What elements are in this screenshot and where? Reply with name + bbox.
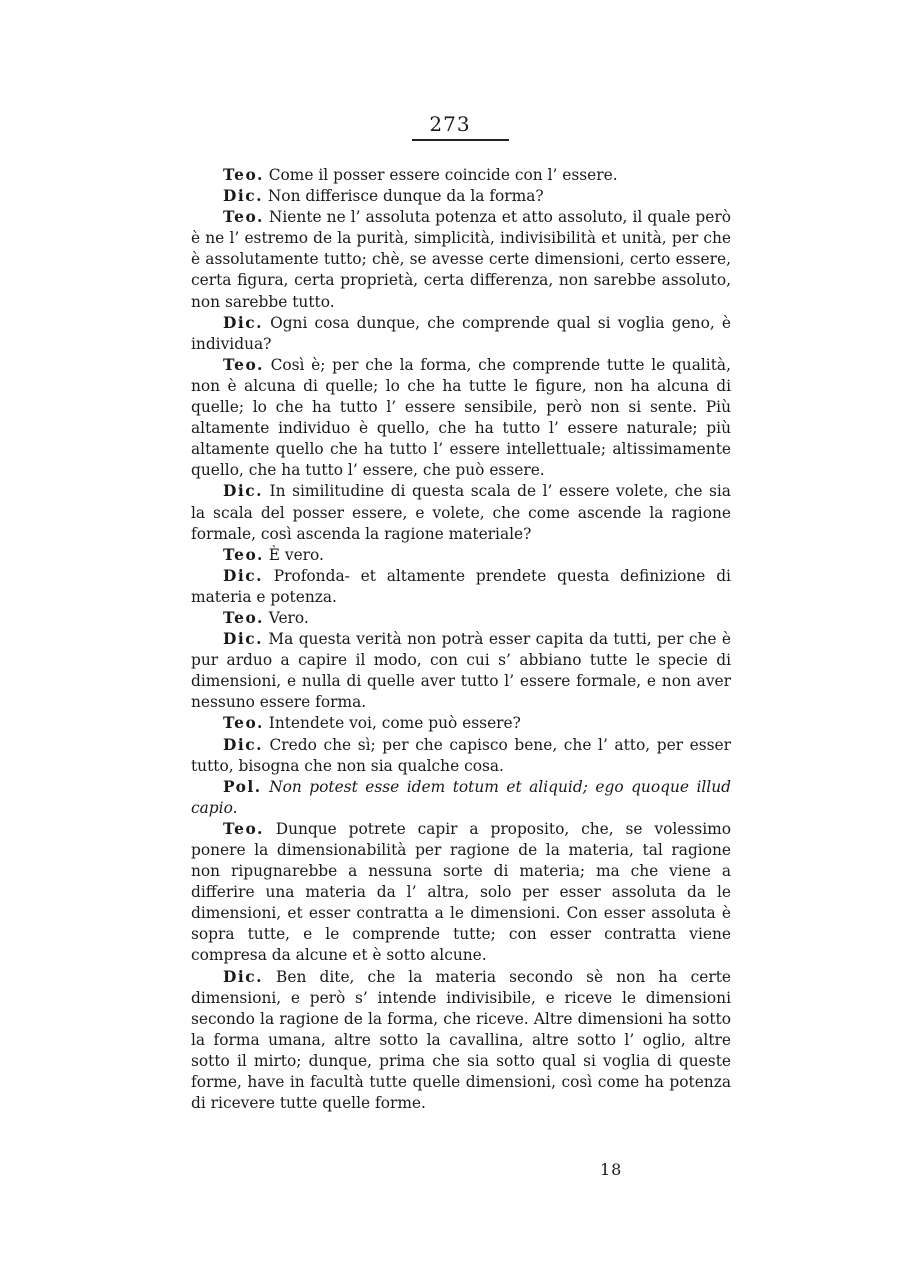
speaker-label: Dic. [223,630,263,649]
page-number: 273 [429,112,471,136]
speaker-label: Dic. [223,313,263,332]
paragraph-text: In similitudine di questa scala de l’ essere volete, che sia la scala del posser essere, e volete, che come ascende la ragione formale, così ascenda la ragione materiale? [191,482,731,543]
dialogue-paragraph [191,545,731,566]
speaker-label: Teo. [223,819,264,838]
dialogue-paragraph [191,608,731,629]
paragraph-text: Così è; per che la forma, che comprende tutte le qualità, non è alcuna di quelle; lo che ha tutte le figure, non ha alcuna di quelle; lo che ha tutto l’ essere sensibile, però non si sente. Più altamente individuo è quello, che ha tutto l’ essere naturale; più altamente quello che ha tutto l’ essere intellettuale; altissimamente quello, che ha tutto l’ essere, che può essere. [191,355,731,480]
speaker-label: Dic. [223,566,263,585]
speaker-label: Teo. [223,208,264,227]
dialogue-paragraph [191,819,731,967]
paragraph-text: Credo che sì; per che capisco bene, che l’ atto, per esser tutto, bisogna che non sia qualche cosa. [191,735,731,775]
paragraph-text: Niente ne l’ assoluta potenza et atto assoluto, il quale però è ne l’ estremo de la purità, simplicità, indivisibilità et unità, per che è assolutamente tutto; chè, se avesse certe dimensioni, certo essere, certa figura, certa proprietà, certa differenza, non sarebbe assoluto, non sarebbe tutto. [191,208,731,311]
speaker-label: Dic. [223,967,263,986]
paragraph-text: Come il posser essere coincide con l’ essere. [268,166,618,184]
dialogue-paragraph [191,313,731,355]
dialogue-paragraph [191,967,731,1115]
paragraph-text: Vero. [268,608,309,627]
speaker-label: Dic. [223,187,263,206]
dialogue-paragraph [191,735,731,777]
paragraph-text: È vero. [268,545,324,564]
printer-signature: 18 [600,1160,623,1179]
speaker-label: Teo. [223,166,264,184]
speaker-label: Pol. [223,777,262,796]
speaker-label: Teo. [223,545,264,564]
paragraph-text: Non differisce dunque da la forma? [267,187,544,206]
speaker-label: Dic. [223,735,263,754]
dialogue-paragraph [191,713,731,734]
paragraph-text: Ma questa verità non potrà esser capita da tutti, per che è pur arduo a capire il modo, con cui s’ abbiano tutte le specie di dimensioni, e nulla di quelle aver tutto l’ essere formale, e non aver nessuno essere forma. [191,630,731,712]
paragraph-text-latin: Non potest esse idem totum et aliquid; ego quoque illud capio. [191,777,731,817]
dialogue-paragraph [191,629,731,713]
header-rule [412,139,509,141]
paragraph-text: Ben dite, che la materia secondo sè non ha certe dimensioni, e però s’ intende indivisibile, e riceve le dimensioni secondo la ragione de la forma, che riceve. Altre dimensioni ha sotto la forma umana, altre sotto la cavallina, altre sotto l’ oglio, altre sotto il mirto; dunque, prima che sia sotto qual si voglia di queste forme, have in facultà tutte quelle dimensioni, così come ha potenza di ricevere tutte quelle forme. [191,967,731,1113]
speaker-label: Dic. [223,482,263,501]
speaker-label: Teo. [223,608,264,627]
dialogue-paragraph [191,481,731,544]
dialogue-paragraph [191,355,731,482]
paragraph-text: Ogni cosa dunque, che comprende qual si voglia geno, è individua? [191,313,731,353]
dialogue-paragraph [191,566,731,608]
dialogue-paragraph [191,207,731,312]
dialogue-paragraph [191,165,731,186]
paragraph-text: Profonda- et altamente prendete questa definizione di materia e potenza. [191,566,731,606]
paragraph-text: Intendete voi, come può essere? [268,714,521,733]
speaker-label: Teo. [223,714,264,733]
paragraph-text: Dunque potrete capir a proposito, che, se volessimo ponere la dimensionabilità per ragione de la materia, tal ragione non ripugnarebbe a nessuna sorte di materia; ma che viene a differire una materia da l’ altra, solo per esser assoluta da le dimensioni, et esser contratta a le dimensioni. Con esser assoluta è sopra tutte, e le comprende tutte; con esser contratta viene compresa da alcune et è sotto alcune. [191,819,731,965]
dialogue-paragraph [191,186,731,207]
dialogue-text [191,165,731,1114]
speaker-label: Teo. [223,355,264,374]
dialogue-paragraph [191,777,731,819]
